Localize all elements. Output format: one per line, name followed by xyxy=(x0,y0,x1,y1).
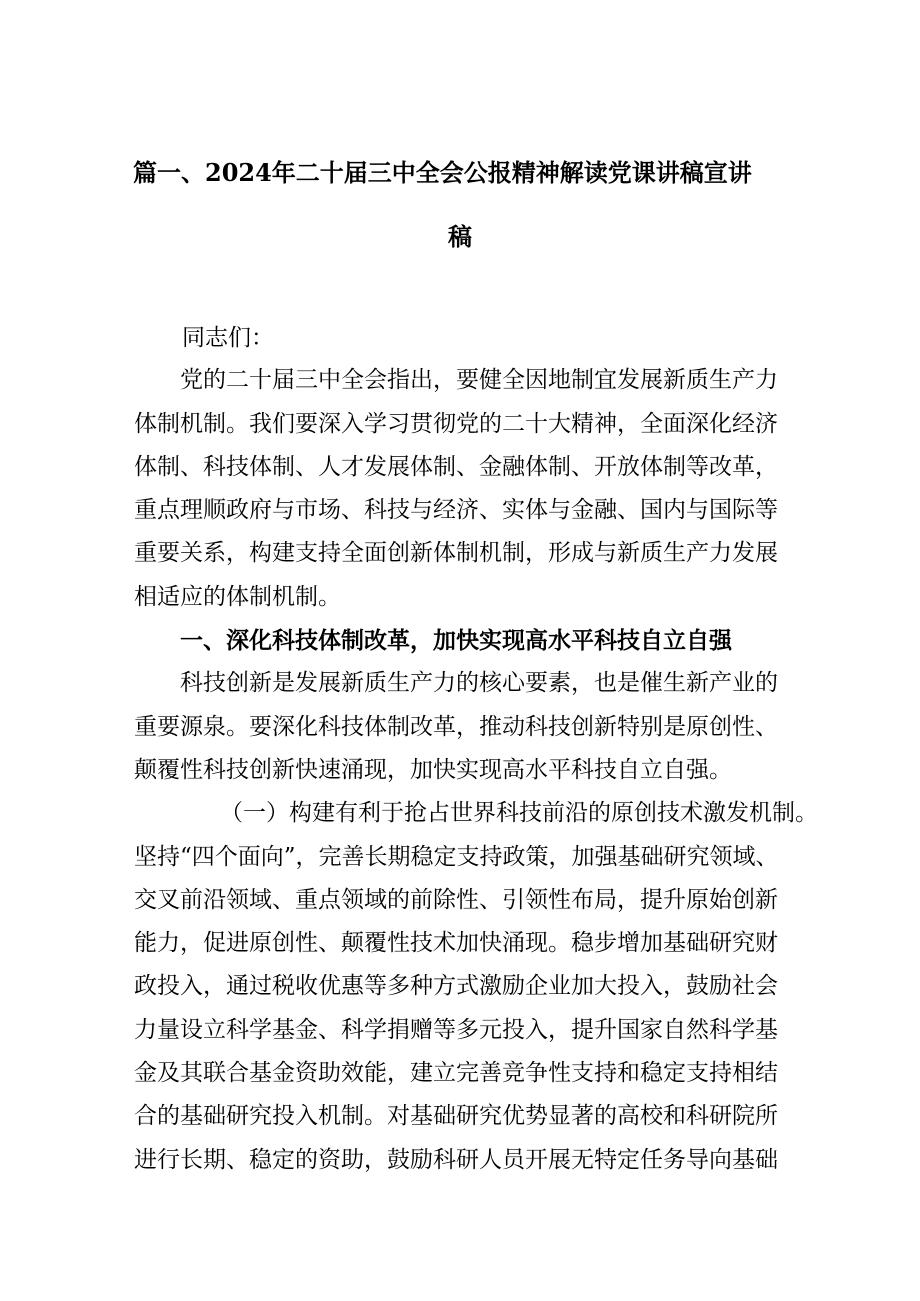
document-body xyxy=(134,255,818,1182)
paragraph-line: 体制机制。我们要深入学习贯彻党的二十大精神，全面深化经济 xyxy=(134,410,778,437)
greeting-text: 同志们： xyxy=(182,325,274,351)
paragraph-line: 交叉前沿领域、重点领域的前除性、引领性布局，提升原始创新 xyxy=(134,886,778,913)
paragraph-line: 重点理顺政府与市场、科技与经济、实体与金融、国内与国际等 xyxy=(134,497,778,524)
section-heading-text: 一、深化科技体制改革，加快实现高水平科技自立自强 xyxy=(180,627,732,655)
paragraph-line: 颠覆性科技创新快速涌现，加快实现高水平科技自立自强。 xyxy=(134,756,732,783)
paragraph-line: 坚持“四个面向”，完善长期稳定支持政策，加强基础研究领域、 xyxy=(134,843,779,870)
paragraph-line: 体制、科技体制、人才发展体制、金融体制、开放体制等改革， xyxy=(134,453,778,480)
paragraph-line: 重要关系，构建支持全面创新体制机制，形成与新质生产力发展 xyxy=(134,540,778,567)
paragraph-line: 金及其联合基金资助效能，建立完善竞争性支持和稳定支持相结 xyxy=(134,1060,778,1087)
paragraph-innovation xyxy=(134,662,790,792)
paragraph-intro xyxy=(134,359,790,619)
paragraph-line: 相适应的体制机制。 xyxy=(134,583,341,610)
paragraph-line: 能力，促进原创性、颠覆性技术加快涌现。稳步增加基础研究财 xyxy=(134,930,778,957)
section-heading xyxy=(134,619,790,662)
paragraph-line: 合的基础研究投入机制。对基础研究优势显著的高校和科研院所 xyxy=(134,1103,778,1130)
paragraph-line: 党的二十届三中全会指出，要健全因地制宜发展新质生产力 xyxy=(180,367,778,394)
document-title-line-2: 稿 xyxy=(448,222,472,251)
paragraph-line: 力量设立科学基金、科学捐赠等多元投入，提升国家自然科学基 xyxy=(134,1016,778,1043)
paragraph-line: 科技创新是发展新质生产力的核心要素，也是催生新产业的 xyxy=(180,670,778,697)
paragraph-line: 进行长期、稳定的资助，鼓励科研人员开展无特定任务导向基础 xyxy=(134,1146,778,1173)
paragraph-subsection-1 xyxy=(134,792,818,1182)
paragraph-line: 重要源泉。要深化科技体制改革，推动科技创新特别是原创性、 xyxy=(134,713,778,740)
paragraph-line: （一）构建有利于抢占世界科技前沿的原创技术激发机制。 xyxy=(220,800,818,827)
paragraph-line: 政投入，通过税收优惠等多种方式激励企业加大投入，鼓励社会 xyxy=(134,973,778,1000)
document-title-line-1: 篇一、2024年二十届三中全会公报精神解读党课讲稿宣讲 xyxy=(133,158,752,187)
greeting xyxy=(134,317,790,360)
